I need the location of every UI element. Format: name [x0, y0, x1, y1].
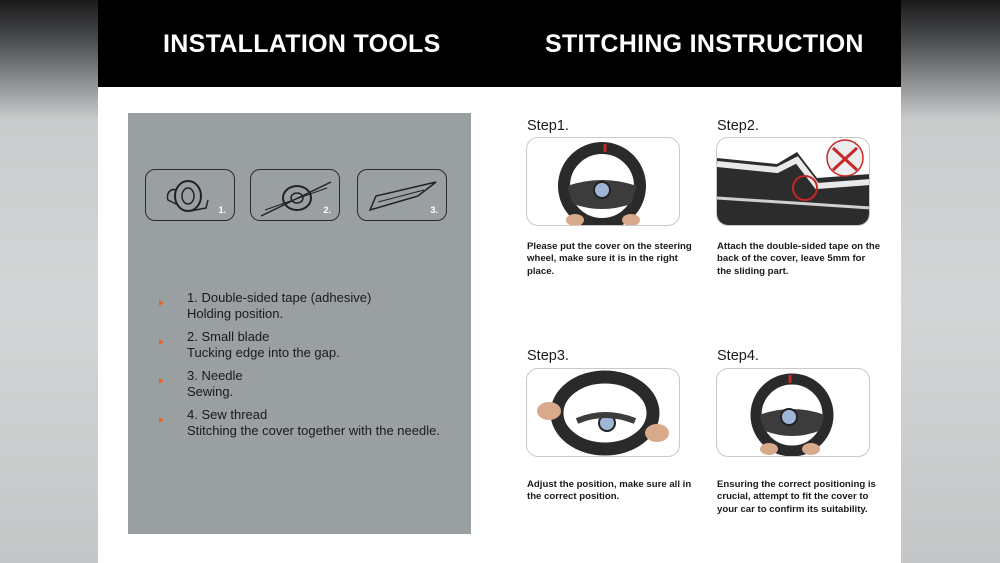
- tool-number: 3.: [430, 205, 438, 215]
- tool-number: 2.: [323, 205, 331, 215]
- tools-panel: [128, 113, 471, 534]
- tool-description: Sewing.: [187, 384, 234, 399]
- steering-wheel-photo: [527, 138, 680, 226]
- list-item: [156, 366, 466, 405]
- header-bar: [98, 0, 901, 87]
- step1-title: Step1.: [527, 118, 569, 134]
- list-item: [156, 327, 466, 366]
- tool-description: Holding position.: [187, 306, 284, 321]
- tool-card-tape: [145, 169, 235, 221]
- tool-name: 1. Double-sided tape (adhesive): [187, 290, 372, 305]
- instruction-sheet: [98, 0, 901, 563]
- step2-text: Attach the double-sided tape on the back of the cover, leave 5mm for the sliding part.: [717, 241, 881, 277]
- installation-tools-title: INSTALLATION TOOLS: [163, 30, 441, 58]
- stitching-instruction-title: STITCHING INSTRUCTION: [545, 30, 864, 58]
- bullet-arrow-icon: [159, 378, 164, 384]
- tool-card-blade: [250, 169, 340, 221]
- step2-title: Step2.: [717, 118, 759, 134]
- step3-image: [526, 368, 680, 457]
- step4-text: Ensuring the correct positioning is crucial, attempt to fit the cover to your car to confirm its suitability.: [717, 479, 876, 515]
- step1-image: [526, 137, 680, 226]
- step3-title: Step3.: [527, 348, 569, 364]
- step4-image: [716, 368, 870, 457]
- fitted-wheel-photo: [717, 369, 870, 457]
- list-item: [156, 288, 466, 327]
- bullet-arrow-icon: [159, 339, 164, 345]
- bullet-arrow-icon: [159, 417, 164, 423]
- tool-name: 3. Needle: [187, 368, 243, 383]
- step1-text: Please put the cover on the steering wheel, make sure it is in the right place.: [527, 241, 692, 277]
- step4-title: Step4.: [717, 348, 759, 364]
- list-item: [156, 405, 466, 444]
- adjusting-cover-photo: [527, 369, 680, 457]
- tool-card-needle: [357, 169, 447, 221]
- step2-image: [716, 137, 870, 226]
- tool-description: Tucking edge into the gap.: [187, 345, 340, 360]
- background-right: [901, 0, 1000, 563]
- cover-closeup-photo: [717, 138, 870, 226]
- tool-number: 1.: [218, 205, 226, 215]
- step3-text: Adjust the position, make sure all in the correct position.: [527, 479, 692, 503]
- bullet-arrow-icon: [159, 300, 164, 306]
- tool-name: 4. Sew thread: [187, 407, 268, 422]
- tool-description: Stitching the cover together with the needle.: [187, 423, 440, 438]
- background-left: [0, 0, 98, 563]
- tool-list: [156, 288, 466, 444]
- tool-name: 2. Small blade: [187, 329, 270, 344]
